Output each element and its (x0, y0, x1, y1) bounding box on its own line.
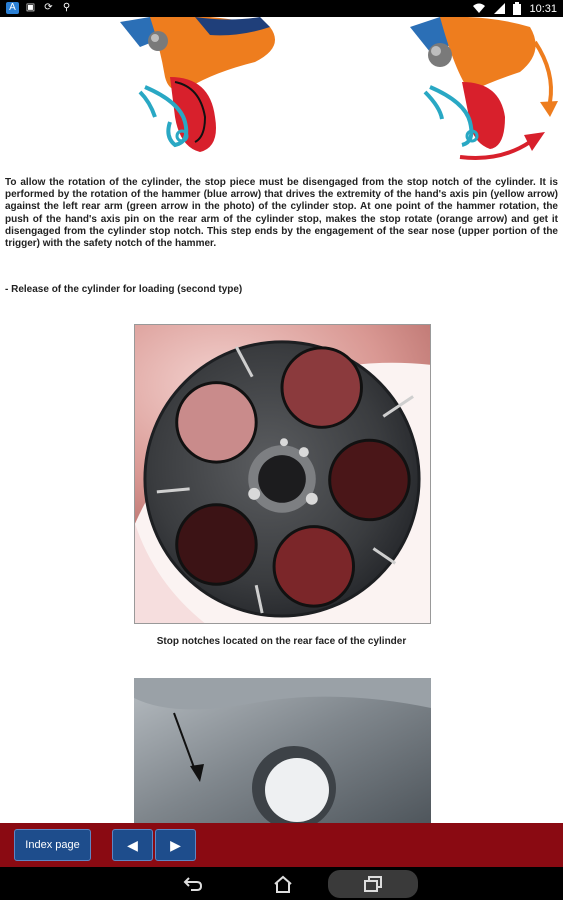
document-content[interactable] (0, 17, 563, 823)
next-arrow-icon: ▶ (170, 836, 181, 853)
left-mechanism-drawing (120, 17, 275, 152)
recent-apps-button[interactable] (328, 870, 418, 898)
back-button[interactable] (178, 873, 208, 895)
status-time: 10:31 (529, 2, 557, 15)
app-icon: A (6, 2, 19, 14)
status-left-icons (6, 2, 73, 14)
back-icon (183, 876, 203, 892)
gallery-icon: ▣ (25, 2, 36, 13)
status-right-icons (472, 1, 557, 16)
cylinder-rear-face-photo (134, 324, 431, 624)
mechanism-illustration (0, 17, 563, 167)
status-bar (0, 0, 563, 17)
section-title: - Release of the cylinder for loading (second type) (5, 284, 243, 295)
index-page-button[interactable]: Index page (14, 829, 91, 861)
sync-icon: ⟳ (44, 2, 53, 13)
wifi-icon (472, 3, 486, 14)
home-button[interactable] (268, 873, 298, 895)
signal-icon (494, 3, 505, 14)
previous-page-button[interactable] (112, 829, 153, 861)
photo-caption: Stop notches located on the rear face of the cylinder (156, 636, 407, 647)
cylinder-stop-photo (134, 678, 431, 823)
right-mechanism-drawing (410, 17, 558, 158)
battery-icon (513, 2, 521, 15)
home-icon (273, 875, 293, 893)
usb-icon: ⚲ (62, 2, 71, 13)
recent-apps-icon (364, 876, 382, 892)
previous-arrow-icon: ◀ (127, 836, 138, 853)
explanation-paragraph: To allow the rotation of the cylinder, the stop piece must be disengaged from the stop notch of the cylinder. It is performed by the rotation of the hammer (blue arrow) that drives the extremity of the hand's axis pin (yellow arrow) against the left rear arm (green arrow in the photo) of the cylinder stop. At one point of the hammer rotation, the push of the hand's axis pin on the rear arm of the cylinder stop, makes the stop rotate (orange arrow) and get it disengaged from the cylinder stop notch. This step ends by the engagement of the sear nose (upper portion of the trigger) with the safety notch of the hammer. (5, 177, 558, 250)
navigation-bar (0, 867, 563, 900)
bottom-toolbar (0, 823, 563, 867)
next-page-button[interactable] (155, 829, 196, 861)
